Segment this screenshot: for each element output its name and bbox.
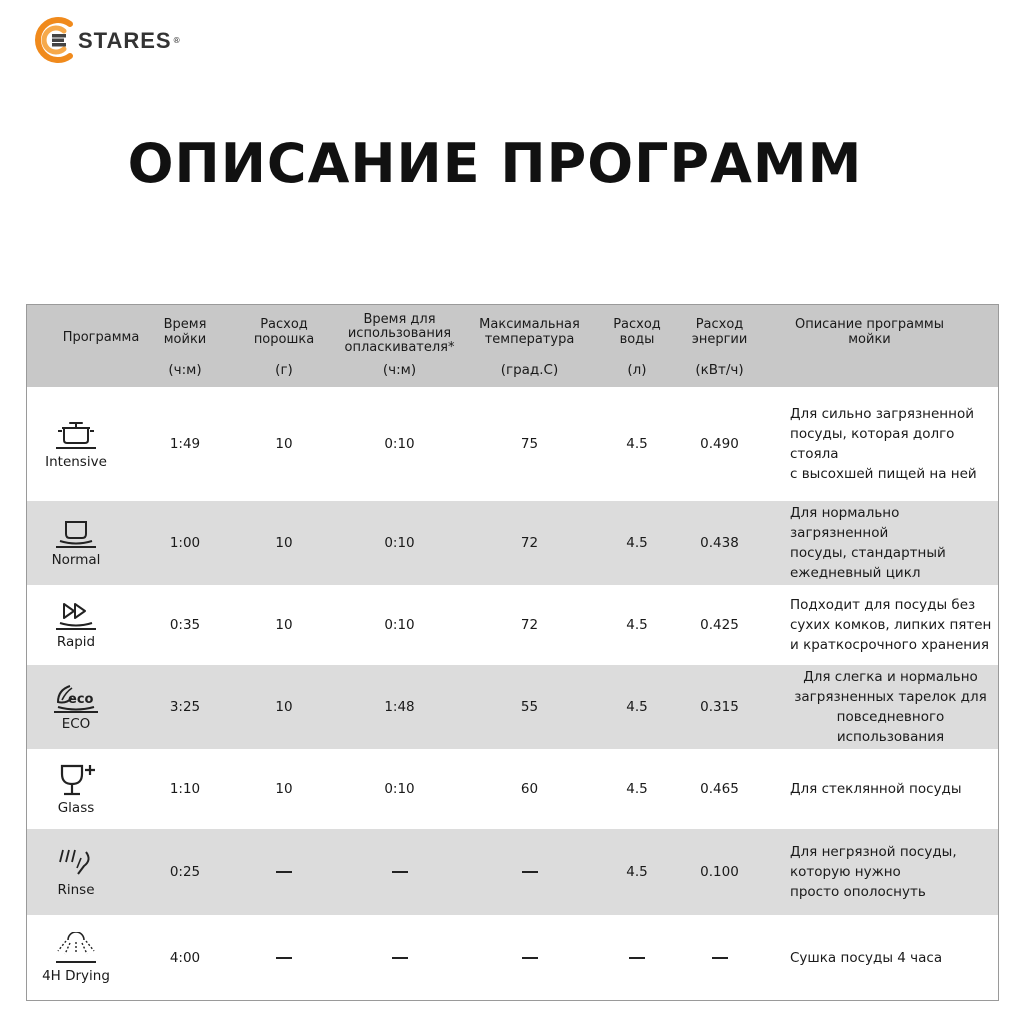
table-row — [27, 501, 998, 585]
time-value: 1:00 — [169, 534, 201, 551]
table-row — [27, 915, 998, 1001]
energy-value: 0.425 — [700, 616, 739, 633]
programs-table — [26, 304, 999, 1001]
powder-value: 10 — [275, 534, 293, 551]
program-name: Rinse — [57, 882, 95, 898]
water-value: 4.5 — [626, 435, 648, 452]
eco-leaf-icon — [52, 682, 100, 714]
rinse-spray-icon — [54, 846, 98, 880]
time-value: 1:49 — [169, 435, 201, 452]
energy-value: 0.490 — [700, 435, 739, 452]
powder-value: 10 — [275, 698, 293, 715]
fast-forward-icon — [54, 600, 98, 632]
powder-value: 10 — [275, 616, 293, 633]
table-header — [27, 305, 998, 387]
powder-value — [249, 829, 319, 915]
col-water: Расход воды (л) — [613, 317, 661, 378]
table-row — [27, 749, 998, 829]
time-value: 0:25 — [169, 863, 201, 880]
water-value — [607, 915, 667, 1001]
water-value: 4.5 — [626, 863, 648, 880]
drying-icon — [54, 932, 98, 966]
program-name: Intensive — [45, 454, 107, 470]
description: Подходит для посуды без сухих комков, липких пятен и краткосрочного хранения — [790, 597, 992, 653]
bowl-icon — [54, 518, 98, 550]
temp-value — [472, 915, 587, 1001]
temp-value: 72 — [520, 534, 539, 551]
description: Для сильно загрязненной посуды, которая долго стояла с высохшей пищей на ней — [790, 406, 977, 482]
table-row — [27, 585, 998, 665]
col-description: Описание программы мойки — [794, 317, 944, 347]
temp-value — [472, 829, 587, 915]
program-cell — [27, 829, 125, 915]
description: Для слегка и нормально загрязненных тарелок для повседневного использования — [794, 669, 987, 745]
description: Сушка посуды 4 часа — [790, 950, 943, 966]
program-cell — [27, 501, 125, 585]
description: Для нормально загрязненной посуды, стандартный ежедневный цикл — [790, 505, 946, 581]
program-cell — [27, 665, 125, 749]
rinse-aid-value — [342, 829, 457, 915]
temp-value: 72 — [520, 616, 539, 633]
dash-mark — [522, 957, 538, 959]
rinse-aid-value: 1:48 — [384, 698, 415, 715]
powder-value: 10 — [275, 780, 293, 797]
col-energy: Расход энергии (кВт/ч) — [691, 317, 748, 378]
powder-value — [249, 915, 319, 1001]
dash-mark — [276, 957, 292, 959]
rinse-aid-value: 0:10 — [384, 534, 415, 551]
energy-value: 0.465 — [700, 780, 739, 797]
time-value: 3:25 — [169, 698, 201, 715]
dash-mark — [522, 871, 538, 873]
program-name: Glass — [57, 800, 95, 816]
svg-text:eco: eco — [68, 692, 94, 707]
brand-name: STARES — [78, 28, 172, 53]
water-value: 4.5 — [626, 780, 648, 797]
energy-value: 0.438 — [700, 534, 739, 551]
table-row — [27, 387, 998, 501]
time-value: 0:35 — [169, 616, 201, 633]
program-cell — [27, 387, 125, 501]
rinse-aid-value: 0:10 — [384, 435, 415, 452]
dash-mark — [392, 871, 408, 873]
dash-mark — [392, 957, 408, 959]
time-value: 4:00 — [169, 949, 201, 966]
brand-logo-icon — [30, 14, 76, 66]
rinse-aid-value: 0:10 — [384, 780, 415, 797]
program-name: ECO — [61, 716, 91, 732]
wine-glass-icon — [50, 762, 102, 798]
energy-value — [687, 915, 752, 1001]
dash-mark — [629, 957, 645, 959]
page-title: ОПИСАНИЕ ПРОГРАММ — [127, 132, 863, 195]
brand-logo — [30, 14, 181, 66]
table-row — [27, 665, 998, 749]
description: Для стеклянной посуды — [790, 781, 962, 797]
col-temp: Максимальная температура (град.С) — [479, 317, 580, 378]
rinse-aid-value: 0:10 — [384, 616, 415, 633]
temp-value: 55 — [520, 698, 539, 715]
energy-value: 0.315 — [700, 698, 739, 715]
dash-mark — [276, 871, 292, 873]
dash-mark — [712, 957, 728, 959]
col-rinse-aid: Время для использования опласкивателя* (ч:м) — [344, 312, 455, 378]
program-cell — [27, 749, 125, 829]
pot-icon — [54, 418, 98, 452]
brand-reg-mark: ® — [172, 35, 181, 45]
time-value: 1:10 — [169, 780, 201, 797]
description: Для негрязной посуды, которую нужно просто ополоснуть — [790, 844, 957, 900]
water-value: 4.5 — [626, 534, 648, 551]
temp-value: 60 — [520, 780, 539, 797]
col-time: Время мойки (ч:м) — [163, 317, 207, 378]
table-row — [27, 829, 998, 915]
powder-value: 10 — [275, 435, 293, 452]
col-powder: Расход порошка (г) — [253, 317, 315, 378]
energy-value: 0.100 — [700, 863, 739, 880]
program-name: Rapid — [56, 634, 96, 650]
water-value: 4.5 — [626, 616, 648, 633]
temp-value: 75 — [520, 435, 539, 452]
col-program: Программа — [62, 330, 140, 345]
program-name: 4H Drying — [42, 968, 110, 984]
program-cell — [27, 585, 125, 665]
water-value: 4.5 — [626, 698, 648, 715]
rinse-aid-value — [342, 915, 457, 1001]
program-name: Normal — [51, 552, 101, 568]
program-cell — [27, 915, 125, 1001]
